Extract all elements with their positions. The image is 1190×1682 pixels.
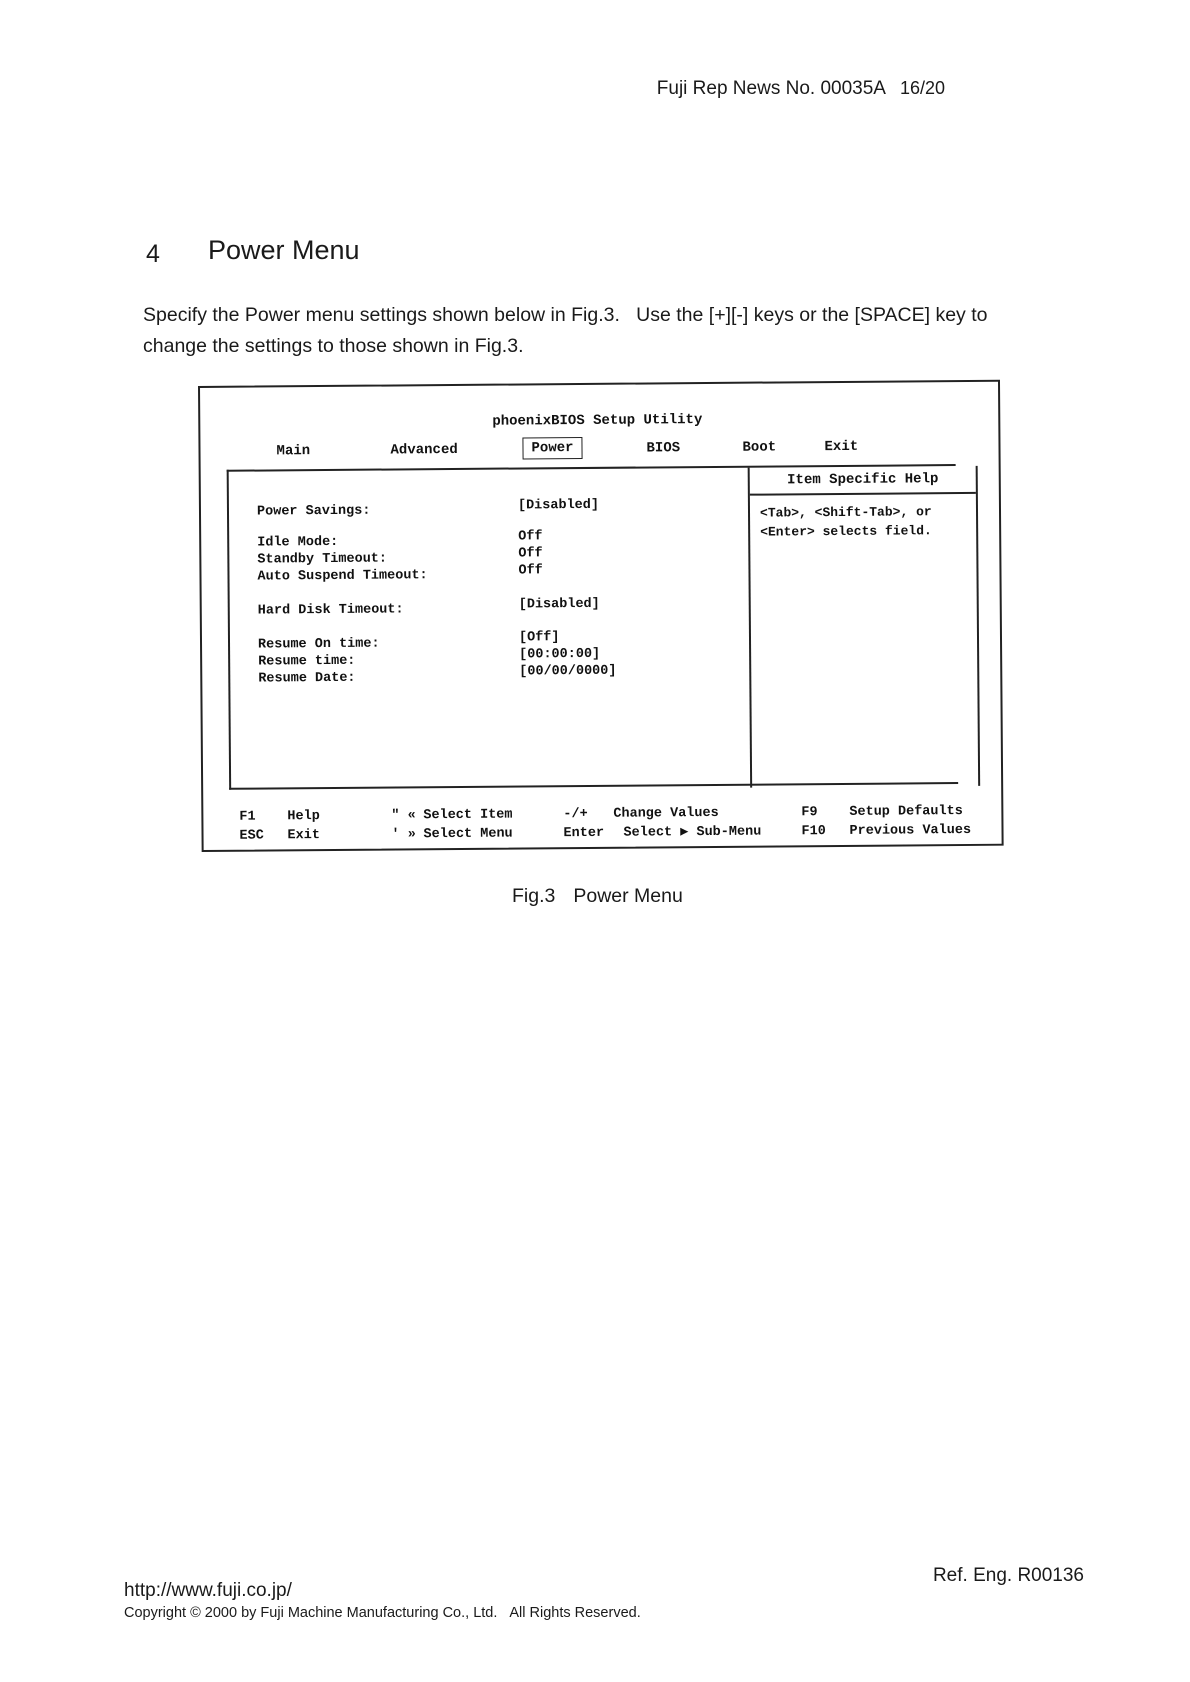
page-number: 16/20: [899, 78, 945, 98]
key-f9: F9: [801, 805, 818, 821]
label-idle-mode: Idle Mode:: [257, 534, 339, 551]
value-resume-date[interactable]: [00/00/0000]: [519, 663, 617, 680]
menu-tab-advanced[interactable]: Advanced: [390, 441, 458, 459]
label-standby-timeout: Standby Timeout:: [257, 551, 388, 568]
document-reference: [657, 78, 945, 100]
footer-keys-col4: [801, 802, 971, 841]
value-idle-mode[interactable]: Off: [518, 529, 543, 545]
key-enter-action: Select ▶ Sub-Menu: [623, 824, 762, 841]
label-resume-time: Resume time:: [258, 653, 356, 670]
value-resume-time[interactable]: [00:00:00]: [519, 646, 601, 663]
help-title: Item Specific Help: [750, 466, 976, 496]
value-auto-suspend-timeout[interactable]: Off: [518, 563, 543, 579]
label-resume-date: Resume Date:: [258, 670, 356, 687]
key-f1: F1: [239, 809, 256, 825]
figure-title: Power Menu: [573, 885, 683, 907]
rights-text: All Rights Reserved.: [509, 1605, 641, 1621]
bios-setup-figure: [198, 380, 1004, 852]
website-url[interactable]: http://www.fuji.co.jp/: [124, 1580, 292, 1601]
settings-panel: [227, 464, 958, 790]
copyright-text: Copyright © 2000 by Fuji Machine Manufacturing Co., Ltd.: [124, 1605, 498, 1621]
copyright-notice: [124, 1605, 641, 1621]
key-esc-action: Exit: [287, 828, 320, 844]
key-change-action: Change Values: [613, 805, 719, 822]
key-change: -/+: [563, 806, 588, 823]
footer-keys-col1: [239, 807, 320, 846]
menu-tab-bios[interactable]: BIOS: [646, 440, 681, 457]
item-specific-help-panel: [748, 466, 981, 788]
label-power-savings: Power Savings:: [256, 503, 371, 520]
footer-keys-col3: [563, 804, 761, 844]
key-f10-action: Previous Values: [849, 822, 972, 839]
section-number: 4: [146, 240, 160, 268]
doc-ref-text: Fuji Rep News No. 00035A: [656, 78, 886, 99]
key-select-menu-action: Select Menu: [423, 826, 513, 843]
label-auto-suspend-timeout: Auto Suspend Timeout:: [257, 568, 428, 585]
intro-paragraph: [143, 300, 1063, 362]
footer-keys-col2: [391, 806, 512, 845]
value-hard-disk-timeout[interactable]: [Disabled]: [518, 596, 600, 613]
menu-tab-main[interactable]: Main: [276, 443, 311, 460]
label-resume-on-time: Resume On time:: [257, 636, 380, 653]
key-esc: ESC: [239, 828, 264, 844]
menu-tab-boot[interactable]: Boot: [742, 439, 777, 456]
intro-line-2: change the settings to those shown in Fig.3.: [143, 335, 524, 357]
key-select-item: " «: [391, 808, 416, 824]
intro-line-1: Specify the Power menu settings shown below in Fig.3. Use the [+][-] keys or the [SPACE] key to: [143, 304, 988, 326]
key-f1-action: Help: [287, 809, 320, 825]
menu-tab-exit[interactable]: Exit: [824, 438, 859, 456]
label-hard-disk-timeout: Hard Disk Timeout:: [257, 602, 404, 619]
value-standby-timeout[interactable]: Off: [518, 546, 543, 562]
key-f9-action: Setup Defaults: [849, 804, 963, 820]
figure-number: Fig.3: [512, 885, 556, 907]
reference-engineering: Ref. Eng. R00136: [932, 1565, 1084, 1586]
key-f10: F10: [801, 824, 826, 840]
value-resume-on-time[interactable]: [Off]: [518, 630, 560, 646]
key-select-menu: ' »: [391, 827, 416, 843]
menu-tab-power[interactable]: Power: [522, 437, 582, 459]
bios-title: phoenixBIOS Setup Utility: [492, 412, 703, 430]
value-power-savings[interactable]: [Disabled]: [517, 497, 600, 514]
help-text: <Tab>, <Shift-Tab>, or <Enter> selects field.: [759, 504, 932, 540]
key-select-item-action: Select Item: [423, 807, 513, 824]
section-title: Power Menu: [208, 235, 360, 265]
key-enter: Enter: [563, 825, 605, 842]
figure-caption: [512, 885, 683, 908]
